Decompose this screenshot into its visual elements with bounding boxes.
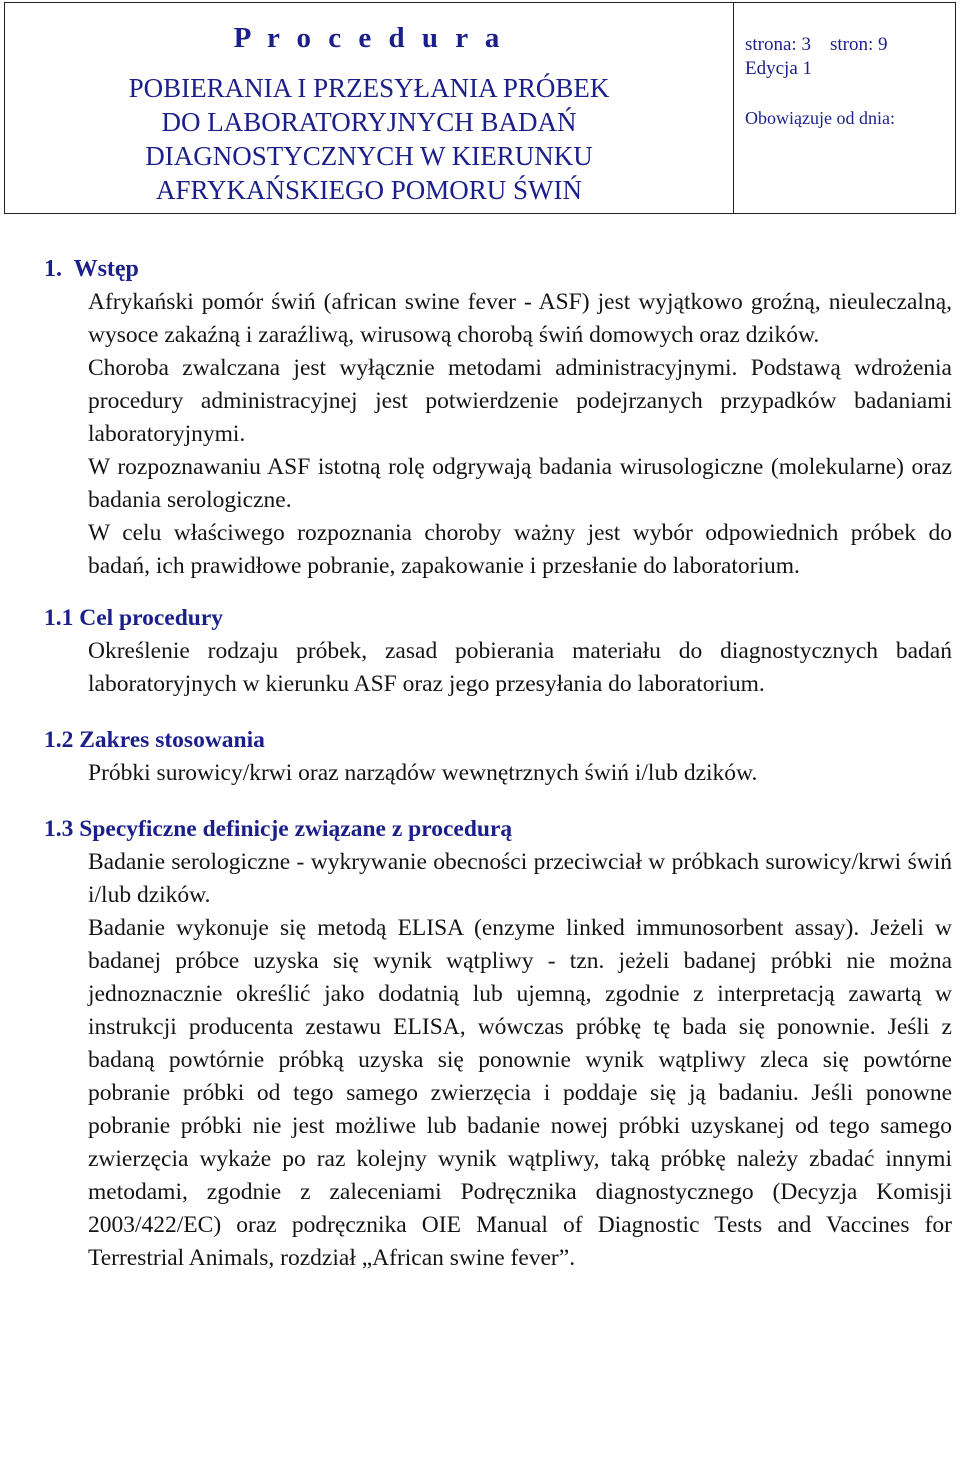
paragraph: Próbki surowicy/krwi oraz narządów wewnętrznych świń i/lub dzików. [88, 760, 758, 786]
valid-from-label: Obowiązuje od dnia: [745, 108, 895, 128]
paragraph: Określenie rodzaju próbek, zasad pobierania materiału do diagnostycznych badań laboratoryjnych w kierunku ASF oraz jego przesyłania do laboratorium. [88, 638, 952, 697]
section-goal-body [88, 635, 952, 701]
paragraph: W celu właściwego rozpoznania choroby ważny jest wybór odpowiednich próbek do badań, ich prawidłowe pobranie, zapakowanie i przesłanie do laboratorium. [88, 520, 952, 579]
spacer [44, 583, 952, 601]
spacer [44, 701, 952, 723]
paragraph: Afrykański pomór świń (african swine fever - ASF) jest wyjątkowo groźną, nieuleczalną, wysoce zakaźną i zaraźliwą, wirusową chorobą świń domowych oraz dzików. [88, 289, 952, 348]
procedure-title-line: AFRYKAŃSKIEGO POMORU ŚWIŃ [155, 175, 583, 205]
procedure-title [5, 71, 733, 207]
spacer [44, 790, 952, 812]
document-body [44, 252, 952, 1275]
paragraph: Choroba zwalczana jest wyłącznie metodami administracyjnymi. Podstawą wdrożenia procedury administracyjnej jest potwierdzenie podejrzanych przypadków badaniami laboratoryjnymi. [88, 355, 952, 447]
header-divider [733, 3, 734, 213]
section-heading-intro: 1. Wstęp [44, 256, 139, 282]
procedure-title-line: POBIERANIA I PRZESYŁANIA PRÓBEK [128, 73, 610, 103]
paragraph: Badanie serologiczne - wykrywanie obecności przeciwciał w próbkach surowicy/krwi świń i/lub dzików. [88, 849, 952, 908]
procedure-title-line: DO LABORATORYJNYCH BADAŃ [161, 107, 577, 137]
procedure-label: P r o c e d u r a [233, 22, 505, 54]
paragraph: Badanie wykonuje się metodą ELISA (enzyme linked immunosorbent assay). Jeżeli w badanej próbce uzyska się wynik wątpliwy - tzn. jeżeli badanej próbki nie można jednoznacznie określić jako dodatnią lub ujemną, zgodnie z interpretacją zawartą w instrukcji producenta zestawu ELISA, wówczas próbkę tę bada się ponownie. Jeśli z badaną powtórnie próbką uzyska się ponownie wynik wątpliwy zleca się powtórne pobranie próbki od tego samego zwierzęcia i poddaje się ją badaniu. Jeśli ponowne pobranie próbki nie jest możliwe lub badanie nowej próbki uzyskanej od tego samego zwierzęcia wykaże po raz kolejny wynik wątpliwy, taką próbkę należy zbadać innymi metodami, zgodnie z zaleceniami Podręcznika diagnostycznego (Decyzja Komisji 2003/422/EC) oraz podręcznika OIE Manual of Diagnostic Tests and Vaccines for Terrestrial Animals, rozdział „African swine fever”. [88, 915, 952, 1271]
section-intro-body [88, 286, 952, 583]
procedure-title-line: DIAGNOSTYCZNYCH W KIERUNKU [145, 141, 593, 171]
section-scope-body [88, 757, 952, 790]
page-counter: strona: 3 stron: 9 [745, 34, 888, 55]
document-header [4, 2, 956, 214]
paragraph: W rozpoznawaniu ASF istotną rolę odgrywają badania wirusologiczne (molekularne) oraz badania serologiczne. [88, 454, 952, 513]
section-definitions-body [88, 846, 952, 1275]
section-heading-scope: 1.2 Zakres stosowania [44, 727, 265, 753]
section-heading-definitions: 1.3 Specyficzne definicje związane z procedurą [44, 816, 513, 842]
edition-label: Edycja 1 [745, 58, 813, 79]
header-title-block [5, 3, 733, 207]
section-heading-goal: 1.1 Cel procedury [44, 605, 224, 631]
